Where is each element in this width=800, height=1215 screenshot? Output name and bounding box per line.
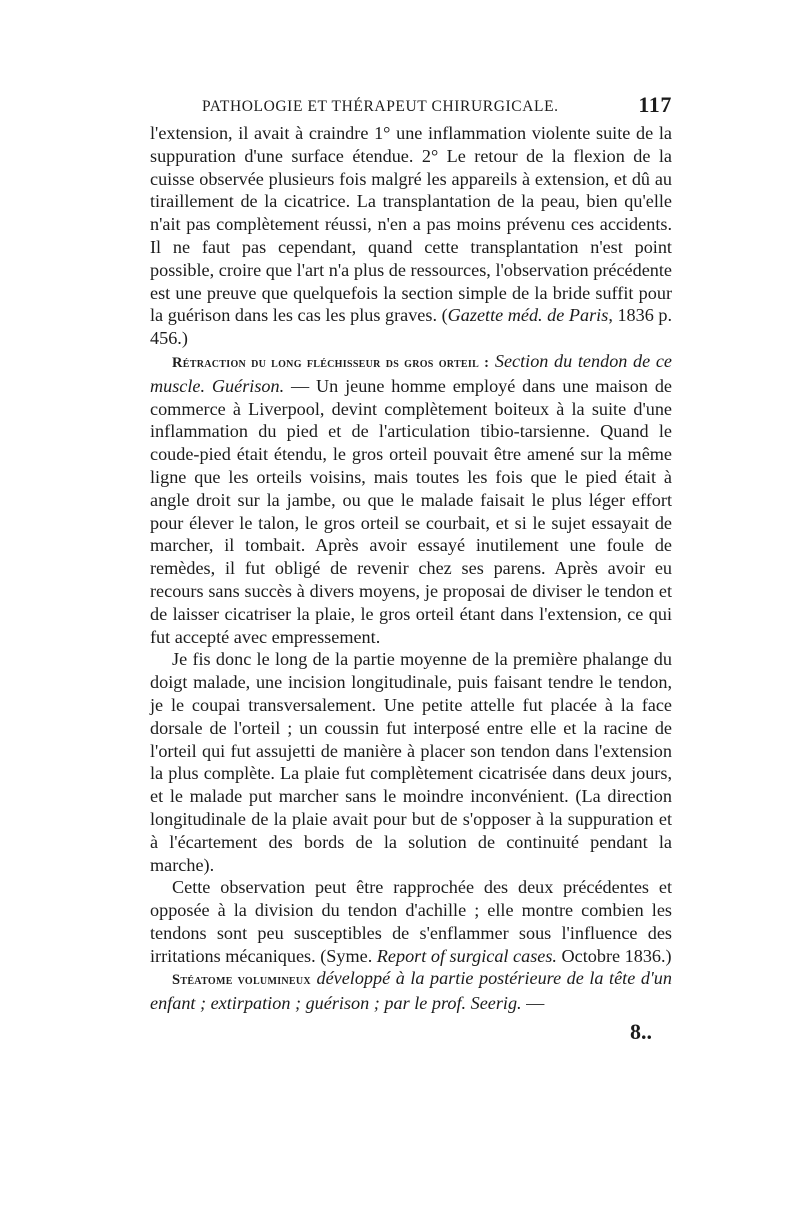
paragraph-observation — [150, 876, 672, 967]
book-page — [150, 92, 672, 1047]
section-heading: Stéatome volumineux — [172, 972, 311, 989]
paragraph-text: Je fis donc le long de la partie moyenne de la première phalange du doigt malade, une incision longitudinale, puis faisant tendre le tendon, je le coupai transversalement. Une petite attelle fut placée à la face dorsale de l'orteil ; un coussin fut interposé entre elle et la racine de l'orteil qui fut assujetti de manière à placer son tendon dans l'extension la plus complète. La plaie fut complètement cicatrisée dans deux jours, et le malade put marcher sans le moindre inconvénient. (La direction longitudinale de la plaie avait pour but de s'opposer à la suppuration et à l'écartement des bords de la solution de continuité pendant la marche). — [150, 649, 672, 875]
body-text — [150, 122, 672, 1015]
paragraph-continuation — [150, 122, 672, 350]
section-heading-italic: Section du tendon de ce muscle. Guérison. — [150, 350, 672, 396]
citation-end: , 1836 p. 456.) — [150, 305, 673, 349]
paragraph-procedure — [150, 648, 672, 876]
running-title: PATHOLOGIE ET THÉRAPEUT CHIRURGICALE. — [202, 98, 559, 115]
paragraph-text: l'extension, il avait à craindre 1° une inflammation violente suite de la suppuration d'une surface étendue. 2° Le retour de la flexion de la cuisse observée plusieurs fois malgré les appareils à extension, et dû au tiraillement de la cicatrice. La transplantation de la peau, bien qu'elle n'ait pas complètement réussi, n'en a pas moins prévenu ces accidents. Il ne faut pas cependant, quand cette transplantation n'est point possible, croire que l'art n'a plus de ressources, l'observation précédente est une preuve que quelquefois la section simple de la bride suffit pour la guérison dans les cas les plus graves. ( — [150, 123, 672, 326]
signature-mark: 8.. — [630, 1019, 652, 1045]
paragraph-text: — — [521, 993, 545, 1014]
paragraph-text: — Un jeune homme employé dans une maison de commerce à Liverpool, devint complètement boiteux à la suite d'une inflammation du pied et de l'articulation tibio-tarsienne. Quand le coude-pied était étendu, le gros orteil pouvait être amené sur la même ligne que les orteils voisins, mais toutes les fois que le pied était à angle droit sur la jambe, ou que le malade faisait le plus léger effort pour élever le talon, le gros orteil se courbait, et si le sujet essayait de marcher, il tombait. Après avoir essayé inutilement une foule de remèdes, il fut obligé de revenir chez ses parens. Après avoir eu recours sans succès à divers moyens, je proposai de diviser le tendon et de laisser cicatriser la plaie, le gros orteil étant dans l'extension, ce qui fut accepté avec empressement. — [150, 375, 672, 647]
citation: Gazette méd. de Paris — [447, 305, 609, 326]
citation-end: Octobre 1836.) — [556, 945, 672, 966]
running-header — [150, 92, 672, 122]
section-heading: Rétraction du long fléchisseur ds gros orteil : — [172, 354, 490, 371]
paragraph-retraction — [150, 350, 672, 648]
page-number: 117 — [638, 92, 672, 117]
paragraph-text: Cette observation peut être rapprochée des deux précédentes et opposée à la division du tendon d'achille ; elle montre combien les tendons sont peu susceptibles de s'enflammer sous l'influence des irritations mécaniques. (Syme. — [150, 877, 672, 966]
citation: Report of surgical cases. — [376, 945, 557, 966]
paragraph-steatome — [150, 967, 672, 1015]
section-heading-italic: développé à la partie postérieure de la tête d'un enfant ; extirpation ; guérison ; par le prof. Seerig. — [150, 968, 672, 1014]
